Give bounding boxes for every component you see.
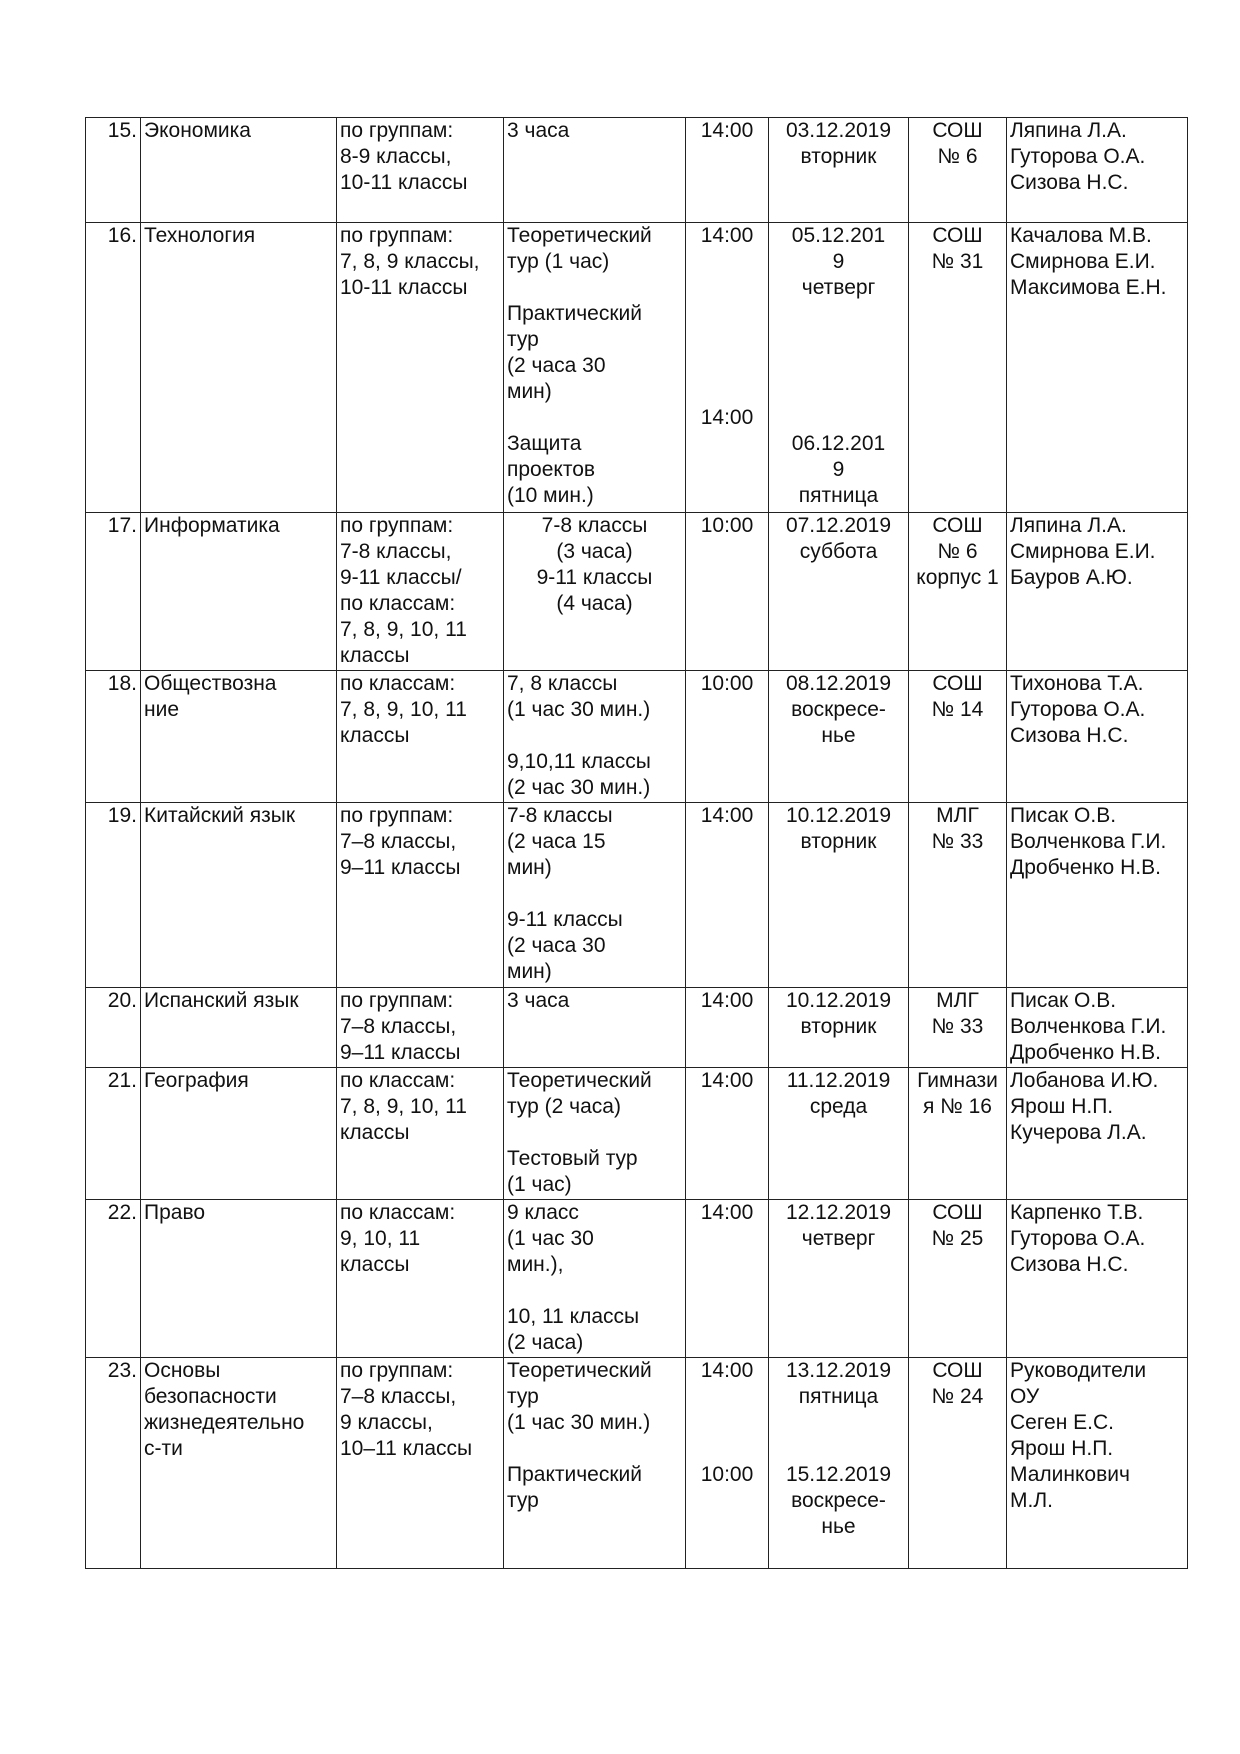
start-time-cell: 10:00 — [686, 513, 769, 671]
venue-cell: СОШ № 14 — [909, 671, 1007, 803]
start-time-cell: 14:00 14:00 — [686, 223, 769, 513]
duration-cell: 7-8 классы (3 часа) 9-11 классы (4 часа) — [504, 513, 686, 671]
date-cell: 11.12.2019 среда — [769, 1068, 909, 1200]
table-row — [86, 223, 1188, 513]
date-cell: 10.12.2019 вторник — [769, 803, 909, 988]
jury-cell: Тихонова Т.А. Гуторова О.А. Сизова Н.С. — [1007, 671, 1188, 803]
row-number: 21. — [86, 1068, 141, 1200]
participants-cell: по группам: 7–8 классы, 9 классы, 10–11 классы — [337, 1358, 504, 1569]
date-cell: 10.12.2019 вторник — [769, 988, 909, 1068]
row-number: 20. — [86, 988, 141, 1068]
start-time-cell: 14:00 — [686, 118, 769, 223]
start-time-cell: 14:00 — [686, 1200, 769, 1358]
date-cell: 13.12.2019 пятница 15.12.2019 воскресе- нье — [769, 1358, 909, 1569]
table-row — [86, 513, 1188, 671]
table-row — [86, 671, 1188, 803]
duration-cell: Теоретический тур (1 час) Практический тур (2 часа 30 мин) Защита проектов (10 мин.) — [504, 223, 686, 513]
venue-cell: СОШ № 31 — [909, 223, 1007, 513]
subject-cell: Экономика — [141, 118, 337, 223]
subject-cell: Технология — [141, 223, 337, 513]
duration-cell: 3 часа — [504, 988, 686, 1068]
start-time-cell: 14:00 — [686, 1068, 769, 1200]
row-number: 16. — [86, 223, 141, 513]
venue-cell: СОШ № 6 корпус 1 — [909, 513, 1007, 671]
date-cell: 12.12.2019 четверг — [769, 1200, 909, 1358]
jury-cell: Качалова М.В. Смирнова Е.И. Максимова Е.Н. — [1007, 223, 1188, 513]
duration-cell: Теоретический тур (2 часа) Тестовый тур (1 час) — [504, 1068, 686, 1200]
table-row — [86, 803, 1188, 988]
subject-cell: Испанский язык — [141, 988, 337, 1068]
subject-cell: Право — [141, 1200, 337, 1358]
duration-cell: Теоретический тур (1 час 30 мин.) Практический тур — [504, 1358, 686, 1569]
venue-cell: Гимнази я № 16 — [909, 1068, 1007, 1200]
participants-cell: по группам: 7–8 классы, 9–11 классы — [337, 803, 504, 988]
jury-cell: Писак О.В. Волченкова Г.И. Дробченко Н.В. — [1007, 988, 1188, 1068]
participants-cell: по группам: 7-8 классы, 9-11 классы/ по классам: 7, 8, 9, 10, 11 классы — [337, 513, 504, 671]
row-number: 22. — [86, 1200, 141, 1358]
olympiad-schedule-table — [85, 117, 1188, 1569]
start-time-cell: 14:00 — [686, 803, 769, 988]
jury-cell: Писак О.В. Волченкова Г.И. Дробченко Н.В. — [1007, 803, 1188, 988]
table-row — [86, 118, 1188, 223]
participants-cell: по классам: 7, 8, 9, 10, 11 классы — [337, 671, 504, 803]
start-time-cell: 14:00 — [686, 988, 769, 1068]
date-cell: 07.12.2019 суббота — [769, 513, 909, 671]
participants-cell: по классам: 7, 8, 9, 10, 11 классы — [337, 1068, 504, 1200]
participants-cell: по группам: 8-9 классы, 10-11 классы — [337, 118, 504, 223]
duration-cell: 9 класс (1 час 30 мин.), 10, 11 классы (2 часа) — [504, 1200, 686, 1358]
jury-cell: Ляпина Л.А. Смирнова Е.И. Бауров А.Ю. — [1007, 513, 1188, 671]
jury-cell: Ляпина Л.А. Гуторова О.А. Сизова Н.С. — [1007, 118, 1188, 223]
participants-cell: по группам: 7, 8, 9 классы, 10-11 классы — [337, 223, 504, 513]
row-number: 19. — [86, 803, 141, 988]
jury-cell: Лобанова И.Ю. Ярош Н.П. Кучерова Л.А. — [1007, 1068, 1188, 1200]
row-number: 23. — [86, 1358, 141, 1569]
start-time-cell: 10:00 — [686, 671, 769, 803]
start-time-cell: 14:00 10:00 — [686, 1358, 769, 1569]
duration-cell: 3 часа — [504, 118, 686, 223]
jury-cell: Руководители ОУ Сеген Е.С. Ярош Н.П. Малинкович М.Л. — [1007, 1358, 1188, 1569]
table-row — [86, 1200, 1188, 1358]
date-cell: 03.12.2019 вторник — [769, 118, 909, 223]
participants-cell: по классам: 9, 10, 11 классы — [337, 1200, 504, 1358]
subject-cell: Основы безопасности жизнедеятельно с-ти — [141, 1358, 337, 1569]
participants-cell: по группам: 7–8 классы, 9–11 классы — [337, 988, 504, 1068]
venue-cell: МЛГ № 33 — [909, 988, 1007, 1068]
table-row — [86, 988, 1188, 1068]
venue-cell: СОШ № 6 — [909, 118, 1007, 223]
row-number: 15. — [86, 118, 141, 223]
venue-cell: СОШ № 24 — [909, 1358, 1007, 1569]
duration-cell: 7-8 классы (2 часа 15 мин) 9-11 классы (2 часа 30 мин) — [504, 803, 686, 988]
subject-cell: Китайский язык — [141, 803, 337, 988]
date-cell: 08.12.2019 воскресе- нье — [769, 671, 909, 803]
venue-cell: СОШ № 25 — [909, 1200, 1007, 1358]
venue-cell: МЛГ № 33 — [909, 803, 1007, 988]
table-row — [86, 1068, 1188, 1200]
row-number: 17. — [86, 513, 141, 671]
jury-cell: Карпенко Т.В. Гуторова О.А. Сизова Н.С. — [1007, 1200, 1188, 1358]
subject-cell: Обществозна ние — [141, 671, 337, 803]
row-number: 18. — [86, 671, 141, 803]
date-cell: 05.12.201 9 четверг 06.12.201 9 пятница — [769, 223, 909, 513]
duration-cell: 7, 8 классы (1 час 30 мин.) 9,10,11 классы (2 час 30 мин.) — [504, 671, 686, 803]
subject-cell: Информатика — [141, 513, 337, 671]
table-row — [86, 1358, 1188, 1569]
subject-cell: География — [141, 1068, 337, 1200]
